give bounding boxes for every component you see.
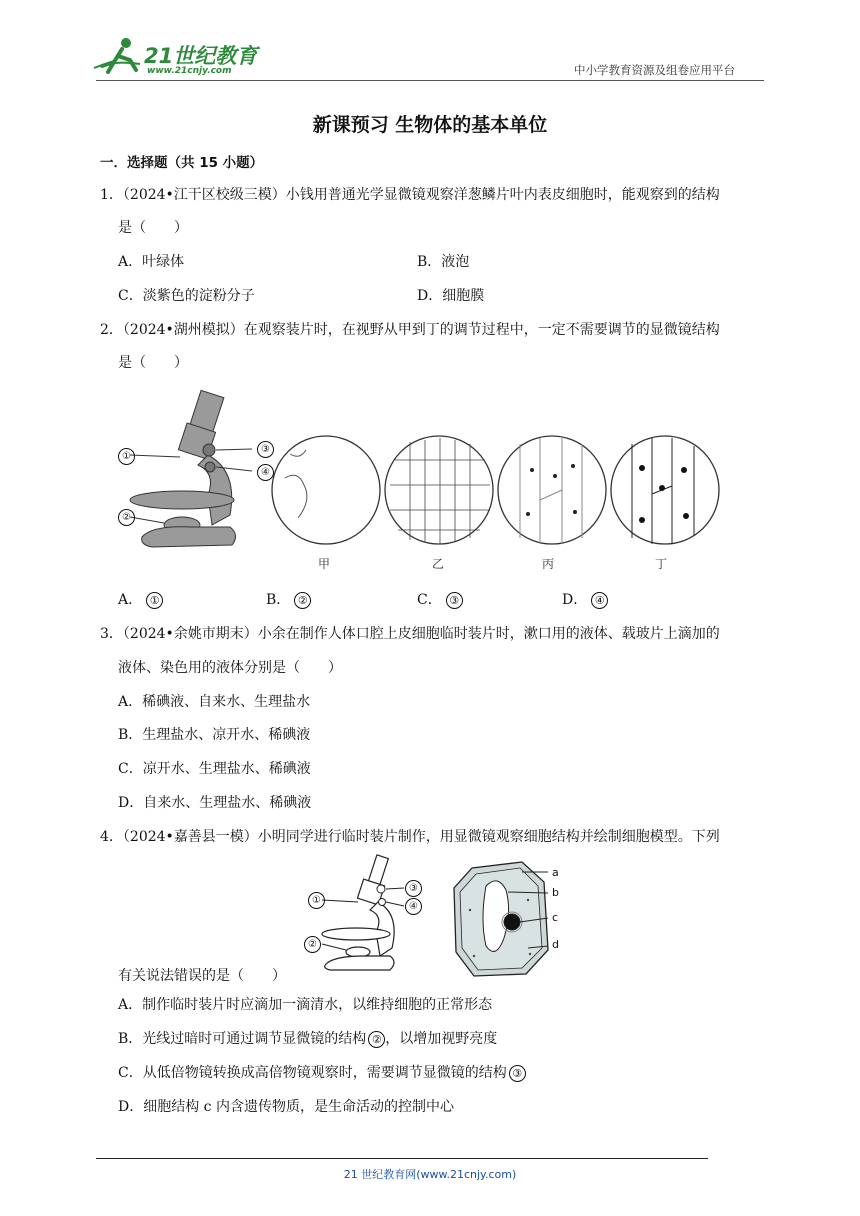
cell-label-d: d — [552, 938, 559, 951]
cell-label-a: a — [552, 866, 559, 879]
page-title: 新课预习 生物体的基本单位 — [312, 114, 548, 136]
field-of-view-figure — [270, 430, 720, 550]
question-1-option-d: D．细胞膜 — [417, 288, 485, 304]
option-a-label: A． — [118, 592, 143, 608]
footer-text: 21 世纪教育网(www.21cnjy.com) — [343, 1168, 517, 1181]
question-1-stem-cont: 是（ ） — [118, 220, 188, 236]
option-d-label: D． — [562, 592, 588, 608]
question-4-option-c — [118, 1063, 526, 1083]
fig4-label-3: ③ — [405, 880, 422, 897]
question-3-stem: 3．（2024•余姚市期末）小余在制作人体口腔上皮细胞临时装片时，漱口用的液体、载玻片上滴加的 — [100, 626, 720, 642]
header — [0, 0, 860, 90]
option-b-label: B． — [266, 592, 291, 608]
header-platform-text: 中小学教育资源及组卷应用平台 — [574, 63, 735, 77]
fig2-label-3: ③ — [257, 441, 274, 458]
logo-icon — [92, 36, 152, 76]
question-1-option-c: C．淡紫色的淀粉分子 — [118, 288, 255, 304]
option-c-number: ③ — [446, 592, 463, 609]
option-b-number: ② — [294, 592, 311, 609]
field-caption-ding: 丁 — [655, 557, 668, 571]
logo-url: www.21cnjy.com — [147, 66, 232, 76]
option-d-number: ④ — [591, 592, 608, 609]
footer-divider — [96, 1158, 708, 1159]
option-a-number: ① — [146, 592, 163, 609]
question-2-option-d — [562, 590, 608, 610]
question-3-option-a: A．稀碘液、自来水、生理盐水 — [118, 694, 311, 710]
question-3-stem-cont: 液体、染色用的液体分别是（ ） — [118, 660, 342, 676]
option-c-text: C．从低倍物镜转换成高倍物镜观察时，需要调节显微镜的结构 — [118, 1065, 507, 1081]
plant-cell-figure — [452, 860, 552, 978]
option-b-text: B．光线过暗时可通过调节显微镜的结构 — [118, 1031, 367, 1047]
question-1-option-b: B．液泡 — [417, 254, 470, 270]
question-4-stem: 4．（2024•嘉善县一模）小明同学进行临时装片制作，用显微镜观察细胞结构并绘制细胞模型。下列 — [100, 829, 720, 845]
cell-label-b: b — [552, 886, 559, 899]
header-divider — [96, 80, 764, 81]
question-3-option-d: D．自来水、生理盐水、稀碘液 — [118, 795, 312, 811]
question-4-option-b — [118, 1029, 497, 1049]
field-caption-jia: 甲 — [318, 557, 331, 571]
option-c-label: C． — [417, 592, 442, 608]
logo-text: 21世纪教育 — [144, 44, 258, 68]
question-2-option-a — [118, 590, 163, 610]
section-heading: 一．选择题（共 15 小题） — [100, 155, 264, 171]
option-b-number: ② — [368, 1031, 385, 1048]
fig2-label-4: ④ — [257, 464, 274, 481]
question-4-stem-cont: 有关说法错误的是（ ） — [118, 968, 286, 984]
question-3-option-b: B．生理盐水、凉开水、稀碘液 — [118, 727, 311, 743]
cell-label-c: c — [552, 911, 559, 924]
question-1-option-a: A．叶绿体 — [118, 254, 185, 270]
fig2-label-2: ② — [118, 509, 135, 526]
question-4-option-d: D．细胞结构 c 内含遗传物质，是生命活动的控制中心 — [118, 1099, 454, 1115]
fig4-label-4: ④ — [405, 898, 422, 915]
option-b-tail: ，以增加视野亮度 — [385, 1031, 498, 1047]
fig4-label-1: ① — [308, 892, 325, 909]
option-c-number: ③ — [509, 1065, 526, 1082]
question-2-stem: 2．（2024•湖州模拟）在观察装片时，在视野从甲到丁的调节过程中，一定不需要调节的显微镜结构 — [100, 322, 720, 338]
question-2-option-b — [266, 590, 311, 610]
question-3-option-c: C．凉开水、生理盐水、稀碘液 — [118, 761, 311, 777]
question-4-option-a: A．制作临时装片时应滴加一滴清水，以维持细胞的正常形态 — [118, 997, 493, 1013]
field-caption-bing: 丙 — [542, 557, 555, 571]
question-2-stem-cont: 是（ ） — [118, 355, 188, 371]
fig2-label-1: ① — [118, 448, 135, 465]
microscope-figure — [112, 385, 272, 555]
question-2-option-c — [417, 590, 463, 610]
question-1-stem: 1．（2024•江干区校级三模）小钱用普通光学显微镜观察洋葱鳞片叶内表皮细胞时，能观察到的结构 — [100, 187, 720, 203]
field-caption-yi: 乙 — [432, 557, 445, 571]
fig4-label-2: ② — [304, 936, 321, 953]
